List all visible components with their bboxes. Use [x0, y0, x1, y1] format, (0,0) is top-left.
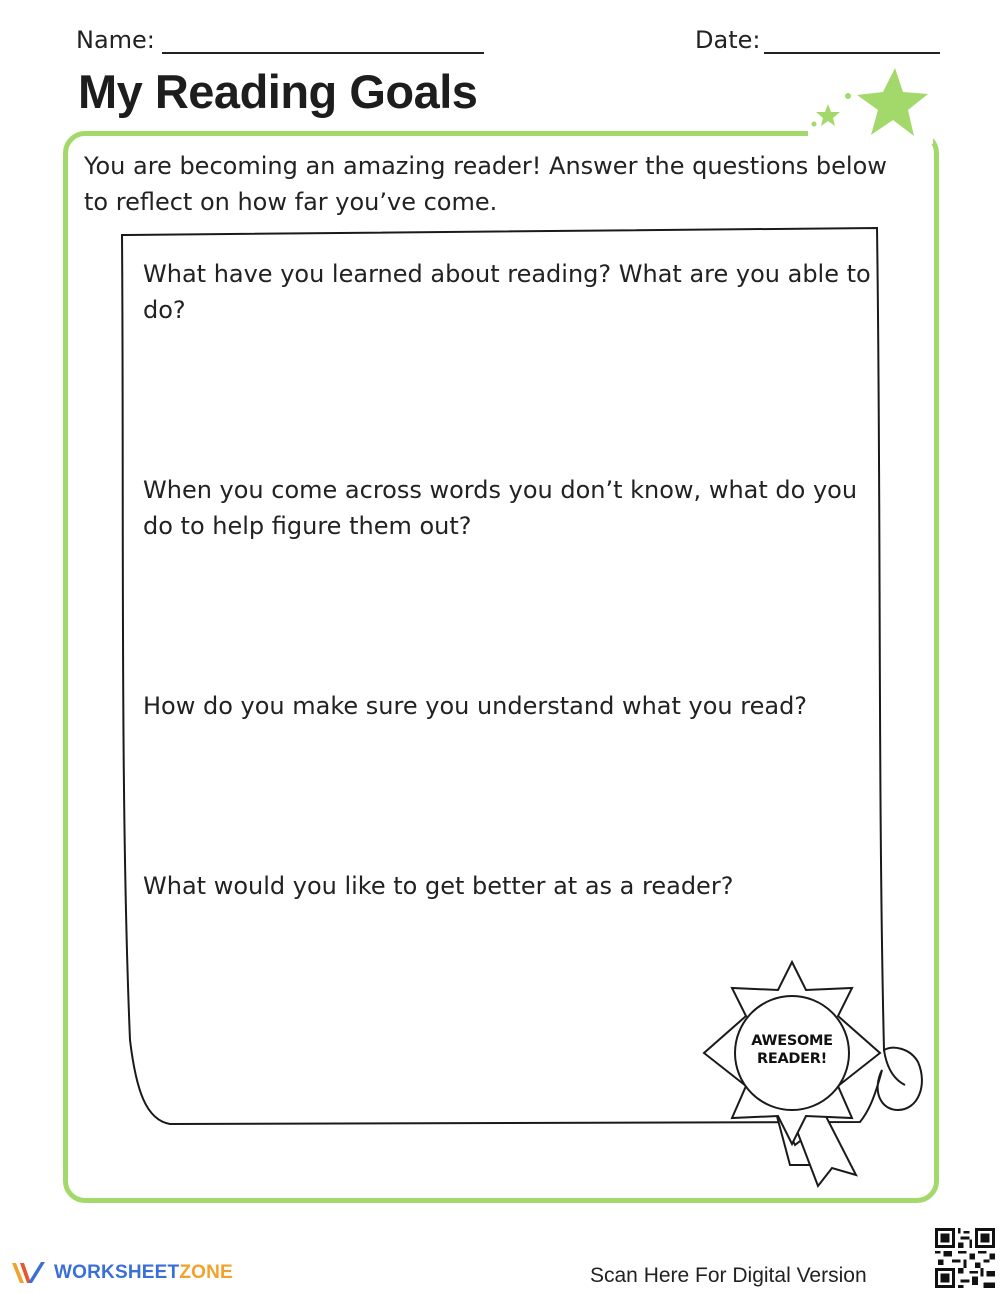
- brand-part-1: WORKSHEET: [54, 1262, 180, 1283]
- badge-line-2: READER!: [757, 1051, 827, 1067]
- frame-gap: [808, 118, 933, 144]
- question-3: How do you make sure you understand what you read?: [143, 692, 808, 720]
- intro-text: You are becoming an amazing reader! Answer the questions below to reflect on how far you’ve come.: [84, 152, 887, 216]
- page-title: My Reading Goals: [78, 65, 478, 118]
- badge-line-1: AWESOME: [751, 1033, 833, 1049]
- scan-text: Scan Here For Digital Version: [590, 1264, 867, 1287]
- worksheetzone-logo-icon: [10, 1259, 48, 1287]
- question-2: When you come across words you don’t know, what do you do to help figure them out?: [143, 476, 858, 540]
- award-ribbon-icon: [704, 962, 880, 1186]
- brand-name: [54, 1262, 233, 1284]
- question-4: What would you like to get better at as a reader?: [143, 872, 734, 900]
- date-label: Date:: [695, 26, 761, 54]
- question-1: What have you learned about reading? What are you able to do?: [143, 260, 871, 324]
- badge-label: [742, 1032, 842, 1068]
- worksheetzone-logo[interactable]: [10, 1258, 233, 1288]
- brand-part-2: ZONE: [179, 1262, 233, 1283]
- name-label: Name:: [76, 26, 155, 54]
- qr-code-icon[interactable]: [935, 1228, 995, 1288]
